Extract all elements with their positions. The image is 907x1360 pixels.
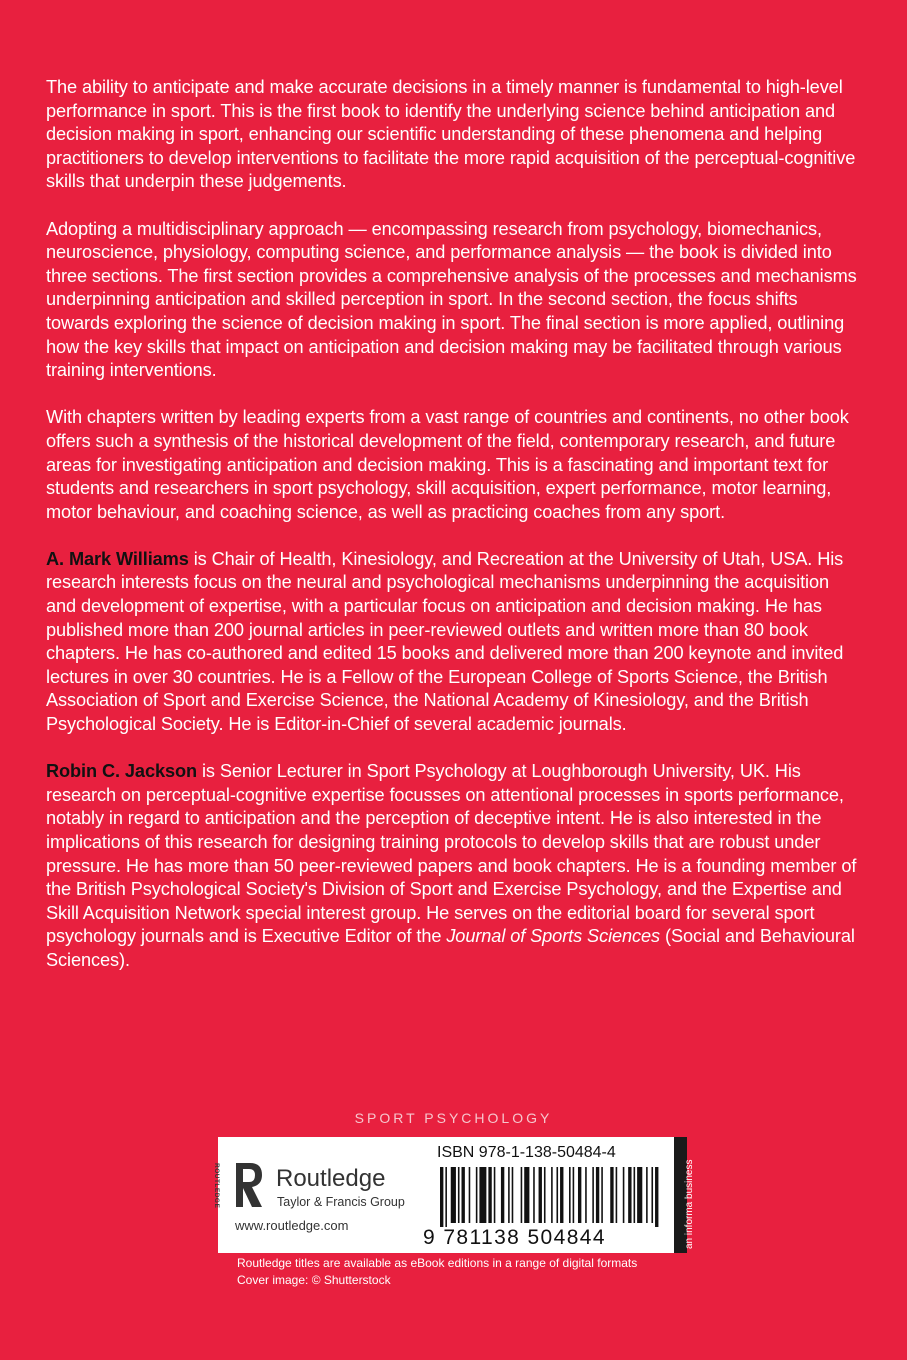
subject-category: SPORT PSYCHOLOGY	[354, 1110, 553, 1126]
publisher-name: Routledge	[276, 1165, 386, 1192]
barcode-bar	[533, 1167, 535, 1223]
informa-label: an informa business	[684, 1159, 695, 1249]
barcode-bar	[508, 1167, 510, 1223]
barcode-bar	[616, 1167, 618, 1223]
barcode-bar	[578, 1167, 581, 1223]
barcode	[440, 1167, 664, 1227]
barcode-bar	[573, 1167, 575, 1223]
publisher-url: www.routledge.com	[235, 1218, 349, 1233]
barcode-bar	[544, 1167, 546, 1223]
barcode-bar	[501, 1167, 504, 1223]
barcode-bar	[651, 1167, 653, 1223]
ebook-note: Routledge titles are available as eBook editions in a range of digital formats	[237, 1256, 638, 1270]
barcode-bar	[462, 1167, 465, 1223]
barcode-bar	[458, 1167, 460, 1223]
barcode-bar	[524, 1167, 529, 1223]
blurb-paragraph-3: With chapters written by leading experts from a vast range of countries and continents, no other book offers such a synthesis of the historical development of the field, contemporary research, and future areas for investigating anticipation and decision making. This is a fascinating and important text for students and researchers in sport psychology, skill acquisition, expert performance, motor learning, motor behaviour, and coaching science, as well as practicing coaches from any sport.	[46, 407, 849, 522]
blurb-paragraph-1: The ability to anticipate and make accurate decisions in a timely manner is fundamental to high-level performance in sport. This is the first book to identify the underlying science behind anticipation and decision making in sport, enhancing our scientific understanding of these phenomena and helping practitioners to develop interventions to facilitate the more rapid acquisition of the perceptual-cognitive skills that underpin these judgements.	[46, 77, 856, 192]
barcode-bar	[596, 1167, 599, 1223]
barcode-bar	[440, 1167, 443, 1227]
barcode-bar	[655, 1167, 658, 1227]
back-cover-blurb	[46, 76, 861, 996]
barcode-bar	[628, 1167, 631, 1223]
barcode-bar	[451, 1167, 456, 1223]
informa-strip	[674, 1137, 695, 1253]
blurb-paragraph-2: Adopting a multidisciplinary approach — encompassing research from psychology, biomechanics, neuroscience, physiology, computing science, and performance analysis — the book is divided into three sections. The first section provides a comprehensive analysis of the processes and mechanisms underpinning anticipation and skilled perception in sport. In the second section, the focus shifts towards exploring the science of decision making in sport. The final section is more applied, outlining how the key skills that impact on anticipation and decision making may be facilitated through various training interventions.	[46, 218, 857, 381]
barcode-bar	[585, 1167, 587, 1223]
barcode-bar	[512, 1167, 514, 1223]
isbn-label: ISBN 978-1-138-50484-4	[437, 1144, 616, 1161]
barcode-bar	[560, 1167, 563, 1223]
journal-title: Journal of Sports Sciences	[446, 926, 661, 947]
author-bio-jackson-tail: (Social and Behavioural Sciences).	[46, 926, 855, 970]
author-bio-williams-text: is Chair of Health, Kinesiology, and Recreation at the University of Utah, USA. His research interests focus on the neural and psychological mechanisms underpinning the acquisition and development of expertise, with a particular focus on anticipation and decision making. He has published more than 200 journal articles in peer-reviewed outlets and written more than 80 book chapters. He has co-authored and edited 15 books and delivered more than 200 keynote and invited lectures in over 30 countries. He is a Fellow of the European College of Sports Science, the British Association of Sport and Exercise Science, the National Academy of Kinesiology, and the British Psychological Society. He is Editor-in-Chief of several academic journals.	[46, 548, 844, 735]
barcode-bar	[476, 1167, 478, 1223]
cover-credit: Cover image: © Shutterstock	[237, 1273, 391, 1287]
barcode-digits: 9 781138 504844	[423, 1226, 606, 1249]
barcode-bar	[445, 1167, 447, 1227]
barcode-bar	[623, 1167, 625, 1223]
barcode-bar	[569, 1167, 571, 1223]
barcode-bar	[479, 1167, 486, 1223]
barcode-bar	[521, 1167, 523, 1223]
barcode-panel	[213, 1137, 695, 1253]
barcode-bar	[556, 1167, 558, 1223]
author-bio-jackson-text: is Senior Lecturer in Sport Psychology at Loughborough University, UK. His research on perceptual-cognitive expertise focusses on attentional processes in sports performance, notably in regard to anticipation and the perception of deceptive intent. He is also interested in the implications of this research for designing training protocols to develop skills that are robust under pressure. He has more than 50 peer-reviewed papers and book chapters. He is a founding member of the British Psychological Society's Division of Sport and Exercise Psychology, and the Expertise and Skill Acquisition Network special interest group. He serves on the editorial board for several sport psychology journals and is Executive Editor of the	[46, 761, 857, 947]
barcode-bar	[551, 1167, 553, 1223]
publisher-group: Taylor & Francis Group	[277, 1195, 405, 1209]
barcode-bar	[494, 1167, 496, 1223]
barcode-bar	[634, 1167, 636, 1223]
barcode-bar	[469, 1167, 471, 1223]
author-bio-jackson	[46, 760, 861, 972]
routledge-logo-icon	[234, 1161, 264, 1209]
author-name-jackson: Robin C. Jackson	[46, 761, 198, 782]
barcode-bar	[637, 1167, 642, 1223]
barcode-bar	[601, 1167, 603, 1223]
barcode-bar	[539, 1167, 542, 1223]
author-bio-williams	[46, 548, 861, 737]
routledge-logo-side-text: ROUTLEDGE	[213, 1163, 220, 1209]
barcode-bar	[592, 1167, 594, 1223]
author-name-williams: A. Mark Williams	[46, 548, 189, 569]
barcode-bar	[488, 1167, 491, 1223]
barcode-bar	[610, 1167, 613, 1223]
barcode-bar	[646, 1167, 648, 1223]
